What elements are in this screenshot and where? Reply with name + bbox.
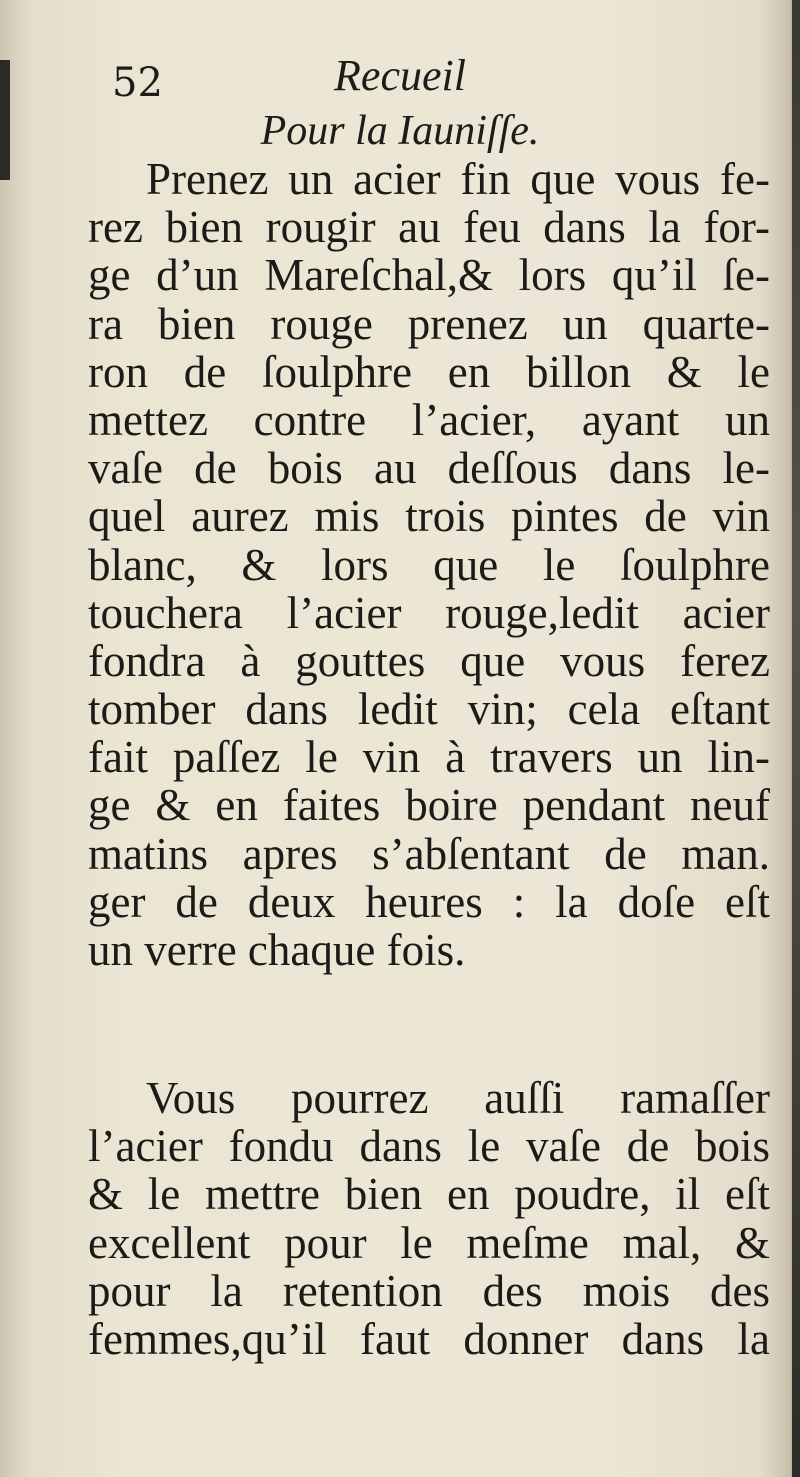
running-title: Recueil [334,51,466,100]
text-line: blanc, & lors que le ſoulphre [88,539,770,590]
text-line: ron de ſoulphre en billon & le [88,346,770,397]
paragraph-1 [88,155,770,974]
text-line: l’acier fondu dans le vaſe de bois [88,1121,770,1172]
text-line: mettez contre l’acier, ayant un [88,394,770,445]
text-line: ger de deux heures : la doſe eſt [88,876,770,927]
text-line: ra bien rouge prenez un quarte- [88,298,770,349]
text-line: Vous pourrez auſſi ramaſſer [146,1073,770,1123]
page-number: 52 [112,60,163,106]
text-line: ge & en faites boire pendant neuf [88,780,770,831]
text-line: tomber dans ledit vin; cela eſtant [88,684,770,735]
text-line: fait paſſez le vin à travers un lin- [88,732,770,783]
section-title: Pour la Iauniſſe. [260,108,540,154]
text-line: quel aurez mis trois pintes de vin [88,491,770,542]
text-line: pour la retention des mois des [88,1265,770,1316]
text-line: excellent pour le meſme mal, & [88,1217,770,1268]
paragraph-2 [88,1074,770,1363]
text-line: fondra à gouttes que vous ferez [88,635,770,686]
text-line: matins apres s’abſentant de man. [88,828,770,879]
text-line: & le mettre bien en poudre, il eſt [88,1169,770,1220]
text-line: Prenez un acier fin que vous fe- [146,154,770,204]
page-edge-shadow [792,0,800,1477]
text-line: vaſe de bois au deſſous dans le- [88,443,770,494]
text-line: femmes,qu’il faut donner dans la [88,1313,770,1364]
text-line: rez bien rougir au feu dans la for- [88,202,770,253]
text-line: un verre chaque fois. [88,925,466,975]
text-line: touchera l’acier rouge,ledit acier [88,587,770,638]
text-line: ge d’un Mareſchal,& lors qu’il ſe- [88,250,770,301]
